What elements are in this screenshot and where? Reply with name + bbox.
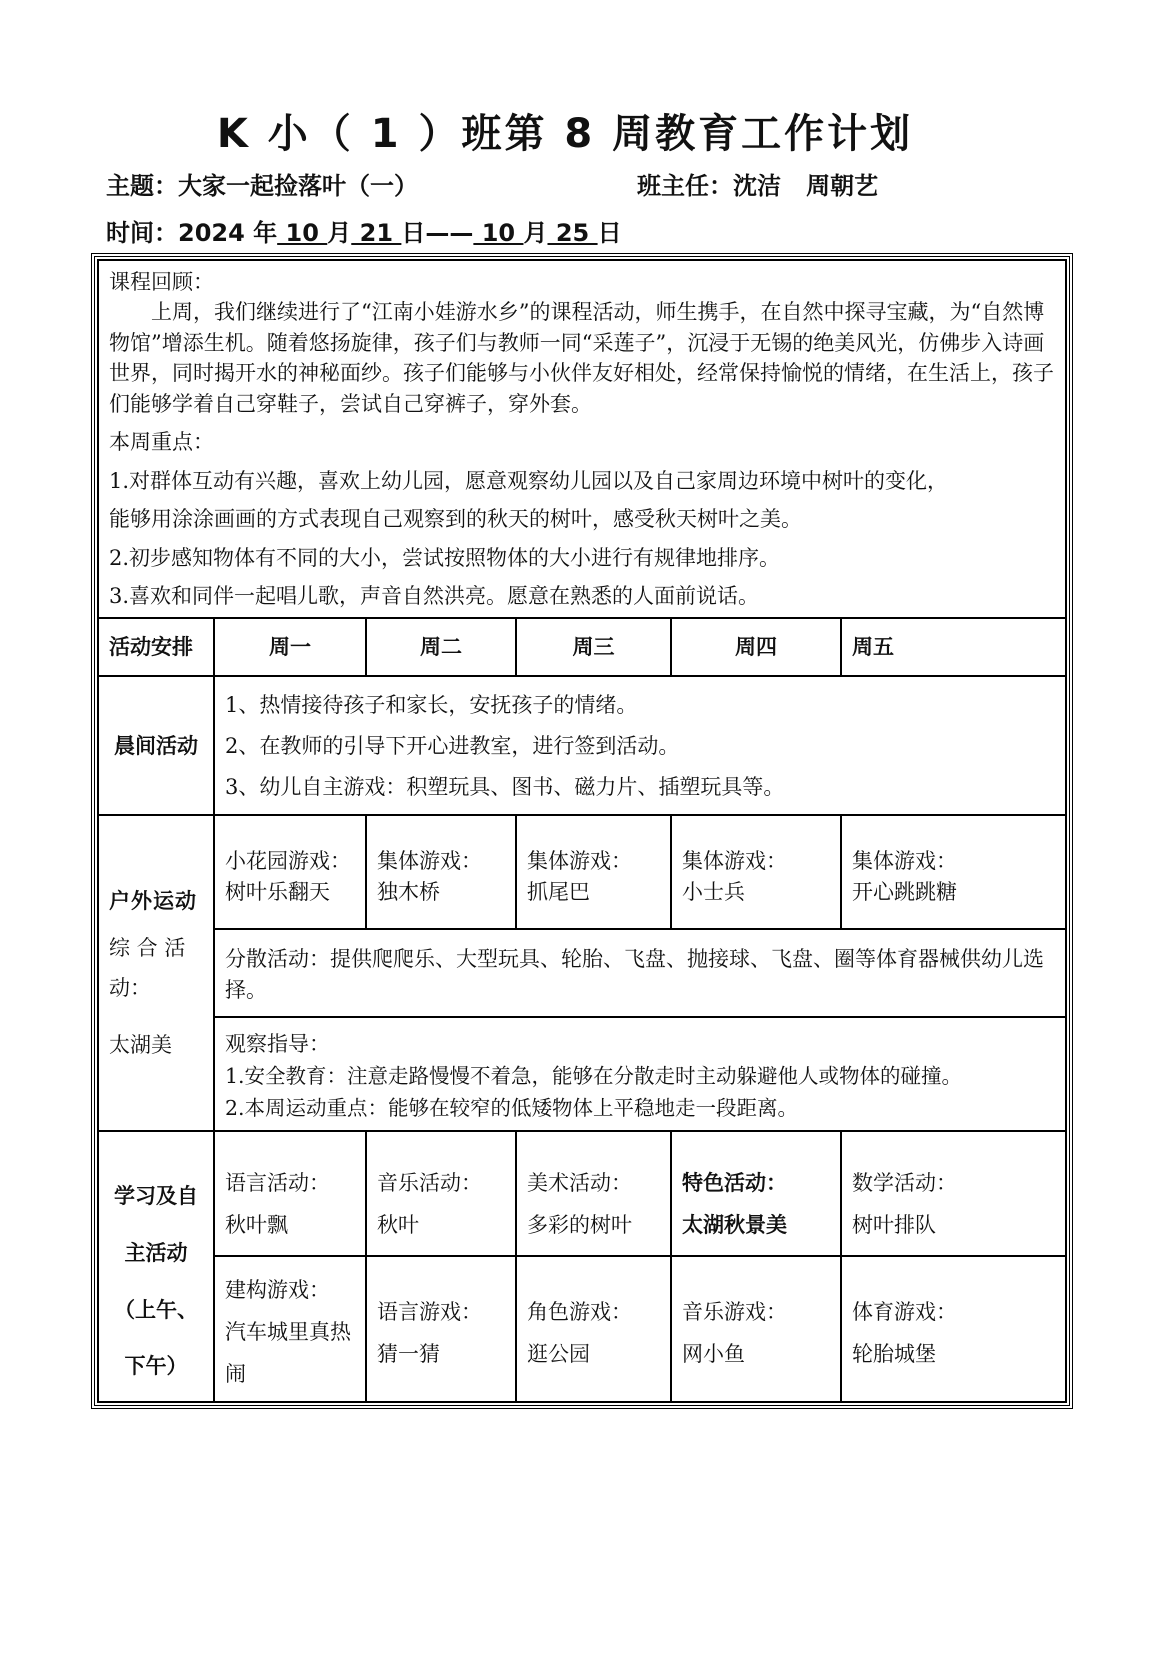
game-type: 集体游戏：: [852, 849, 957, 874]
focus-item: 3.喜欢和同伴一起唱儿歌，声音自然洪亮。愿意在熟悉的人面前说话。: [109, 583, 760, 608]
day-header-wed: 周三: [516, 618, 671, 676]
learning-label-line: 下午）: [124, 1354, 188, 1379]
activity-name: 多彩的树叶: [527, 1213, 632, 1238]
review-and-focus-cell: [98, 260, 1066, 618]
game-name: 轮胎城堡: [852, 1341, 936, 1366]
outdoor-label-cell: [98, 815, 214, 1131]
page-title: K 小（ 1 ）班第 8 周教育工作计划: [216, 111, 914, 157]
activity-type: 语言活动：: [225, 1171, 330, 1196]
focus-heading: 本周重点：: [109, 430, 214, 455]
activity-type: 美术活动：: [527, 1171, 632, 1196]
game-name: 逛公园: [527, 1341, 590, 1366]
game-type: 小花园游戏：: [225, 849, 351, 874]
outdoor-game-wed: [516, 815, 671, 929]
learning-game-wed: [516, 1256, 671, 1402]
game-name: 小士兵: [682, 879, 745, 904]
game-name: 网小鱼: [682, 1341, 745, 1366]
game-name: 猜一猜: [377, 1341, 440, 1366]
outdoor-subvalue: 太湖美: [109, 1033, 172, 1058]
learning-game-fri: [841, 1256, 1066, 1402]
date-month-unit-2: 月: [523, 219, 548, 247]
activity-name: 秋叶飘: [225, 1213, 288, 1238]
learning-game-thu: [671, 1256, 841, 1402]
game-type: 音乐游戏：: [682, 1299, 787, 1324]
game-name: 独木桥: [377, 879, 440, 904]
activity-type: 数学活动：: [852, 1171, 957, 1196]
teacher-label: 班主任：: [637, 172, 733, 200]
outdoor-game-fri: [841, 815, 1066, 929]
outdoor-sublabel: 综 合 活 动：: [109, 935, 186, 1000]
learning-label-line: 主活动: [124, 1240, 188, 1265]
date-range: [106, 213, 622, 248]
game-type: 角色游戏：: [527, 1299, 632, 1324]
morning-item: 1、热情接待孩子和家长，安抚孩子的情绪。: [225, 693, 638, 718]
outdoor-scatter: 分散活动：提供爬爬乐、大型玩具、轮胎、飞盘、抛接球、飞盘、圈等体育器械供幼儿选择。: [214, 929, 1066, 1017]
theme-label: 主题：: [106, 172, 178, 200]
outdoor-game-mon: [214, 815, 366, 929]
game-type: 集体游戏：: [527, 849, 632, 874]
schedule-header-label: 活动安排: [98, 618, 214, 676]
activity-name: 秋叶: [377, 1213, 419, 1238]
focus-item: 能够用涂涂画画的方式表现自己观察到的秋天的树叶，感受秋天树叶之美。: [109, 507, 802, 532]
date-day-unit-2: 日: [597, 219, 622, 247]
morning-activities: [214, 676, 1066, 815]
game-type: 建构游戏：: [225, 1277, 330, 1302]
day-header-mon: 周一: [214, 618, 366, 676]
learning-game-mon: [214, 1256, 366, 1402]
guide-item: 1.安全教育：注意走路慢慢不着急，能够在分散走时主动躲避他人或物体的碰撞。: [225, 1063, 963, 1088]
focus-item: 1.对群体互动有兴趣，喜欢上幼儿园，愿意观察幼儿园以及自己家周边环境中树叶的变化，: [109, 468, 949, 493]
game-type: 集体游戏：: [682, 849, 787, 874]
head-teacher: [637, 166, 878, 201]
review-heading: 课程回顾：: [109, 270, 214, 294]
game-type: 体育游戏：: [852, 1299, 957, 1324]
activity-name: 树叶排队: [852, 1213, 936, 1238]
game-type: 语言游戏：: [377, 1299, 482, 1324]
learning-game-tue: [366, 1256, 516, 1402]
outdoor-label: 户外运动: [109, 889, 197, 914]
activity-name: 太湖秋景美: [682, 1212, 787, 1238]
morning-label: 晨间活动: [98, 676, 214, 815]
theme-value: 大家一起捡落叶（一）: [178, 172, 418, 200]
game-name: 树叶乐翻天: [225, 879, 330, 904]
date-day-unit-1: 日——: [401, 219, 474, 247]
game-type: 集体游戏：: [377, 849, 482, 874]
review-text: 上周，我们继续进行了“江南小娃游水乡”的课程活动，师生携手，在自然中探寻宝藏，为“自然博物馆”增添生机。随着悠扬旋律，孩子们与教师一同“采莲子”，沉浸于无锡的绝美风光，仿佛步入诗画世界，同时揭开水的神秘面纱。孩子们能够与小伙伴友好相处，经常保持愉悦的情绪，在生活上，孩子们能够学着自己穿鞋子，尝试自己穿裤子，穿外套。: [109, 300, 1054, 416]
day-header-thu: 周四: [671, 618, 841, 676]
theme: [106, 166, 418, 201]
learning-label-line: （上午、: [114, 1297, 198, 1322]
activity-type: 音乐活动：: [377, 1171, 482, 1196]
morning-item: 3、幼儿自主游戏：积塑玩具、图书、磁力片、插塑玩具等。: [225, 775, 785, 800]
day-header-tue: 周二: [366, 618, 516, 676]
outdoor-game-tue: [366, 815, 516, 929]
guide-item: 2.本周运动重点：能够在较窄的低矮物体上平稳地走一段距离。: [225, 1095, 799, 1120]
outdoor-game-thu: [671, 815, 841, 929]
date-start-month: 10: [277, 219, 328, 247]
date-end-day: 25: [547, 219, 598, 247]
learning-label-line: 学习及自: [114, 1184, 198, 1209]
learning-activity-thu: [671, 1131, 841, 1255]
guide-heading: 观察指导：: [225, 1032, 330, 1057]
learning-activity-tue: [366, 1131, 516, 1255]
day-header-fri: 周五: [841, 618, 1066, 676]
learning-label-cell: [98, 1131, 214, 1402]
learning-activity-wed: [516, 1131, 671, 1255]
teacher-names: 沈洁 周朝艺: [733, 172, 879, 200]
learning-activity-mon: [214, 1131, 366, 1255]
game-name: 开心跳跳糖: [852, 879, 957, 904]
date-year: 2024 年: [178, 219, 278, 247]
learning-activity-fri: [841, 1131, 1066, 1255]
date-month-unit-1: 月: [327, 219, 352, 247]
game-name: 抓尾巴: [527, 879, 590, 904]
date-start-day: 21: [351, 219, 402, 247]
focus-item: 2.初步感知物体有不同的大小，尝试按照物体的大小进行有规律地排序。: [109, 545, 781, 570]
morning-item: 2、在教师的引导下开心进教室，进行签到活动。: [225, 734, 680, 759]
date-end-month: 10: [473, 219, 524, 247]
weekly-plan-table: [97, 259, 1067, 1403]
game-name: 汽车城里真热闹: [225, 1319, 351, 1386]
outdoor-guidance: [214, 1017, 1066, 1131]
activity-type: 特色活动：: [682, 1170, 787, 1196]
date-label: 时间：: [106, 219, 178, 247]
